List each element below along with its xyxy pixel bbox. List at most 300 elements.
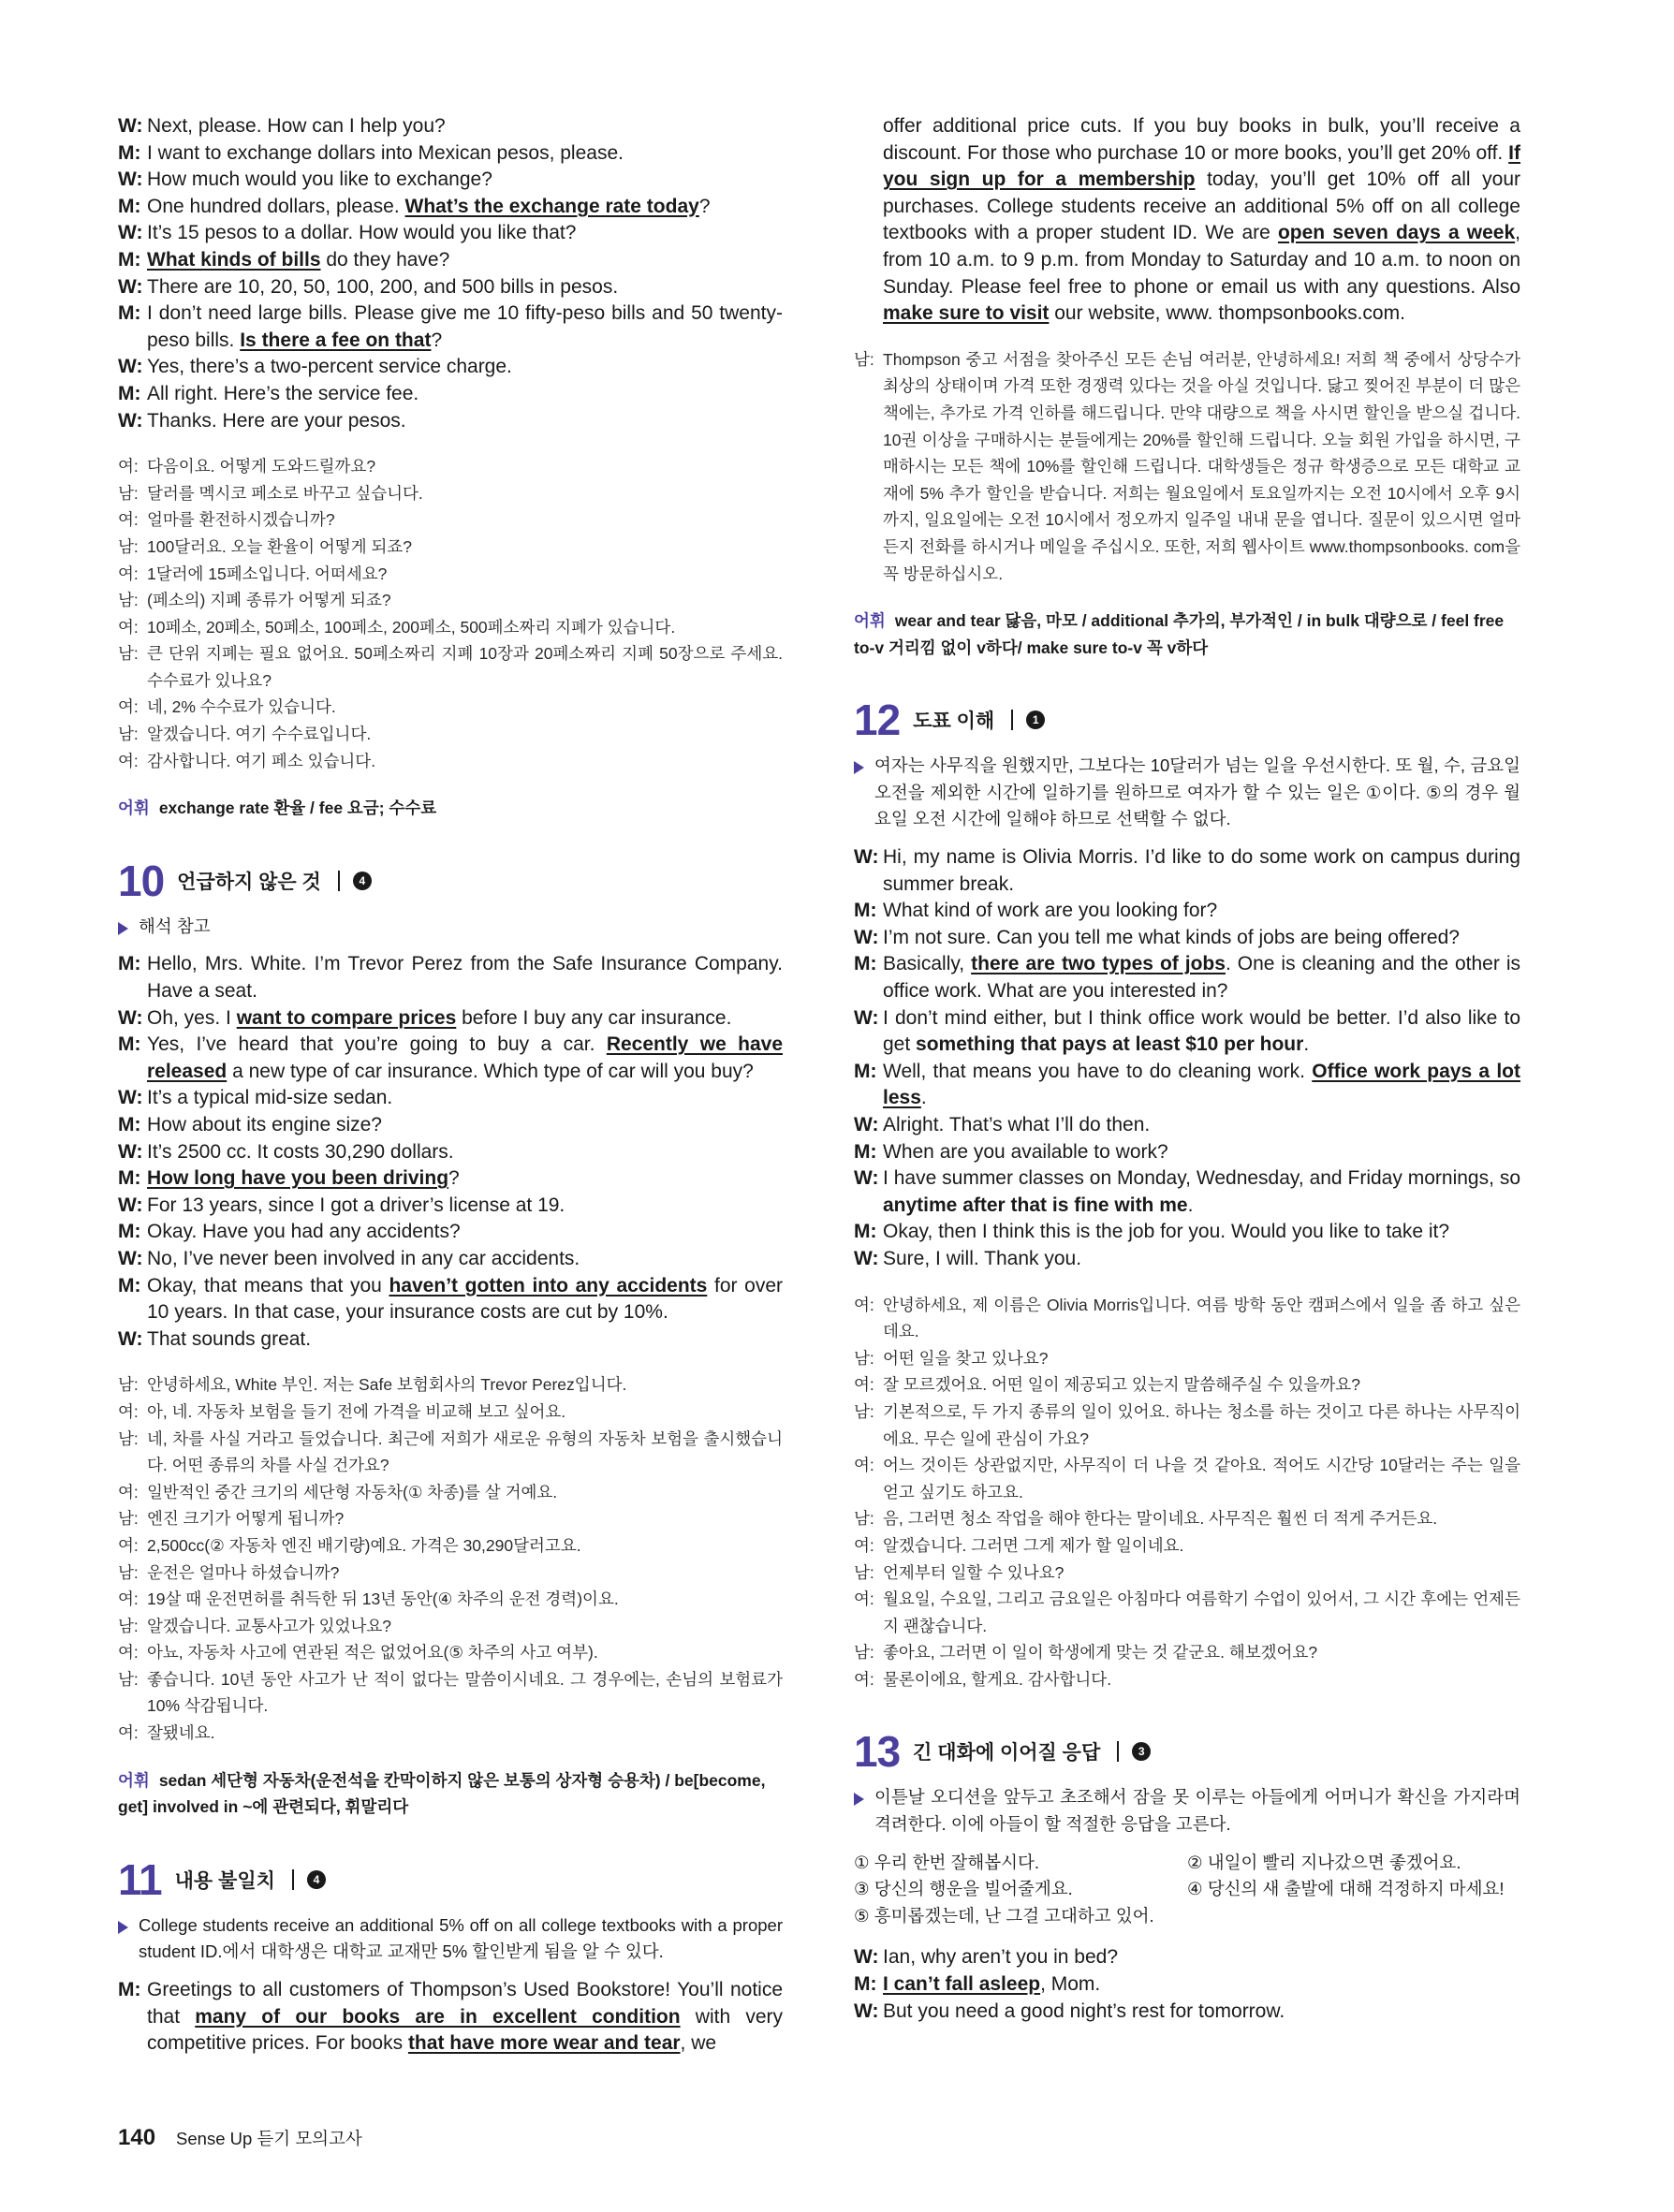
speaker-label: W: xyxy=(118,222,143,244)
text-segment: Next, please. How can I help you? xyxy=(147,115,446,137)
translation-text: 아뇨, 자동차 사고에 연관된 적은 없었어요(⑤ 차주의 사고 여부). xyxy=(147,1643,598,1663)
text-segment: Basically, xyxy=(883,953,972,975)
text-segment: our website, www. thompsonbooks.com. xyxy=(1049,302,1405,325)
continuation-text xyxy=(854,113,1520,328)
text-segment: I don’t mind either, but I think office work would be better. I’d also like to get xyxy=(883,1006,1520,1056)
dialogue-line xyxy=(854,1219,1520,1246)
text-segment: Hi, my name is Olivia Morris. I’d like to do some work on campus during summer break. xyxy=(883,846,1520,895)
speaker-label: 남: xyxy=(118,644,139,664)
dialogue-line xyxy=(118,140,783,168)
dialogue-line xyxy=(854,1112,1520,1139)
translation-line xyxy=(854,1399,1520,1452)
text-segment: Sure, I will. Thank you. xyxy=(883,1247,1082,1269)
text-segment: Okay, then I think this is the job for you. Would you like to take it? xyxy=(883,1221,1450,1243)
translation-text: 어느 것이든 상관없지만, 사무직이 더 나을 것 같아요. 적어도 시간당 10달러는 주는 일을 얻고 싶기도 하고요. xyxy=(883,1456,1520,1502)
translation-text: 알겠습니다. 그러면 그게 제가 할 일이네요. xyxy=(883,1535,1184,1555)
speaker-label: 여: xyxy=(118,1535,139,1555)
dialogue-line xyxy=(118,1085,783,1112)
translation-text: 좋아요, 그러면 이 일이 학생에게 맞는 것 같군요. 해보겠어요? xyxy=(883,1643,1318,1663)
text-segment: . One is cleaning and the other is office work. What are you interested in? xyxy=(883,953,1520,1003)
text-segment: ? xyxy=(698,195,711,217)
underlined-phrase: open seven days a week xyxy=(1277,222,1516,244)
translation-line xyxy=(854,1371,1520,1399)
speaker-label: W: xyxy=(118,115,143,137)
translation-line xyxy=(118,1371,783,1399)
answer-hint: 이튿날 오디션을 앞두고 초조해서 잠을 못 이루는 아들에게 어머니가 확신을 가지라며 격려한다. 이에 아들이 할 적절한 응답을 고른다. xyxy=(854,1784,1520,1838)
underlined-phrase: make sure to visit xyxy=(883,302,1050,325)
dialogue-line xyxy=(118,194,783,221)
answer-hint: College students receive an additional 5% off on all college textbooks with a proper student ID.에서 대학생은 대학교 교재만 5% 할인받게 됨을 알 수 있다. xyxy=(118,1912,783,1966)
question-12-korean-translation xyxy=(854,1292,1520,1693)
dialogue-line xyxy=(118,247,783,274)
translation-text: 아, 네. 자동차 보험을 들기 전에 가격을 비교해 보고 싶어요. xyxy=(147,1401,566,1421)
translation-line xyxy=(118,1586,783,1613)
speaker-label: M: xyxy=(118,1167,141,1190)
speaker-label: 남: xyxy=(118,591,139,610)
answer-mark-icon: 3 xyxy=(1132,1742,1151,1761)
translation-text: 좋습니다. 10년 동안 사고가 난 적이 없다는 말씀이시네요. 그 경우에는, 손님의 보험료가 10% 삭감됩니다. xyxy=(147,1669,783,1716)
question-11-continuation xyxy=(854,113,1520,328)
dialogue-line xyxy=(854,1246,1520,1273)
speaker-label: 여: xyxy=(118,1589,139,1609)
translation-text: 안녕하세요, 제 이름은 Olivia Morris입니다. 여름 방학 동안 캠퍼스에서 일을 좀 하고 싶은데요. xyxy=(883,1295,1520,1341)
speaker-label: 여: xyxy=(118,457,139,476)
translation-text: 잘 모르겠어요. 어떤 일이 제공되고 있는지 말씀해주실 수 있을까요? xyxy=(883,1375,1360,1395)
text-segment: for over 10 years. In that case, your insurance costs are cut by 10%. xyxy=(147,1274,783,1324)
speaker-label: M: xyxy=(854,1973,877,1996)
translation-line xyxy=(118,1560,783,1587)
speaker-label: 여: xyxy=(118,697,139,717)
choice-5: ⑤ 흥미롭겠는데, 난 그걸 고대하고 있어. xyxy=(854,1905,1154,1926)
speaker-label: 여: xyxy=(854,1669,874,1689)
speaker-label: M: xyxy=(118,141,141,164)
text-segment: One hundred dollars, please. xyxy=(147,195,405,217)
speaker-label: W: xyxy=(118,1194,143,1216)
divider xyxy=(292,1869,294,1890)
choice-4: ④ 당신의 새 출발에 대해 걱정하지 마세요! xyxy=(1187,1879,1505,1899)
translation-text: 달러를 멕시코 페소로 바꾸고 싶습니다. xyxy=(147,483,423,503)
answer-mark-icon: 4 xyxy=(307,1870,326,1889)
translation-line xyxy=(854,346,1520,587)
translation-text: 어떤 일을 찾고 있나요? xyxy=(883,1348,1049,1368)
translation-text: 2,500cc(② 자동차 엔진 배기량)예요. 가격은 30,290달러고요. xyxy=(147,1535,581,1555)
speaker-label: 남: xyxy=(118,1562,139,1582)
speaker-label: 여: xyxy=(118,1401,139,1421)
speaker-label: W: xyxy=(854,846,879,869)
divider xyxy=(1117,1741,1119,1762)
exchange-korean-translation xyxy=(118,453,783,774)
underlined-phrase: If you sign up for a membership xyxy=(883,141,1520,191)
translation-line xyxy=(854,1639,1520,1666)
text-segment: All right. Here’s the service fee. xyxy=(147,382,419,404)
text-segment: Alright. That’s what I’ll do then. xyxy=(883,1114,1151,1135)
dialogue-line xyxy=(854,898,1520,925)
question-title: 언급하지 않은 것 xyxy=(177,871,321,893)
text-segment: , we xyxy=(680,2032,717,2055)
speaker-label: M: xyxy=(118,1033,141,1056)
speaker-label: 남: xyxy=(854,1348,874,1368)
translation-text: 알겠습니다. 여기 수수료입니다. xyxy=(147,725,372,744)
dialogue-line xyxy=(118,1977,783,2058)
dialogue-line xyxy=(118,1165,783,1193)
triangle-bullet-icon xyxy=(854,1793,864,1806)
translation-line xyxy=(854,1452,1520,1505)
question-13-dialogue xyxy=(854,1944,1520,2025)
dialogue-line xyxy=(854,1059,1520,1112)
speaker-label: 여: xyxy=(854,1375,874,1395)
translation-line xyxy=(118,1532,783,1560)
translation-text: 기본적으로, 두 가지 종류의 일이 있어요. 하나는 청소를 하는 것이고 다른 하나는 사무직이에요. 무슨 일에 관심이 가요? xyxy=(883,1401,1520,1448)
underlined-phrase: many of our books are in excellent condition xyxy=(195,2005,681,2028)
translation-line xyxy=(118,1666,783,1720)
translation-line xyxy=(118,1639,783,1666)
translation-text: 네, 2% 수수료가 있습니다. xyxy=(147,697,336,717)
speaker-label: W: xyxy=(118,409,143,432)
question-title: 도표 이해 xyxy=(913,710,995,733)
speaker-label: W: xyxy=(118,1006,143,1029)
text-segment: Ian, why aren’t you in bed? xyxy=(883,1946,1118,1969)
dialogue-line xyxy=(118,951,783,1004)
translation-line xyxy=(854,1505,1520,1532)
text-segment: It’s 15 pesos to a dollar. How would you like that? xyxy=(147,222,577,244)
question-title: 내용 불일치 xyxy=(174,1869,275,1892)
speaker-label: 여: xyxy=(118,617,139,637)
text-segment: Thanks. Here are your pesos. xyxy=(147,409,406,432)
translation-line xyxy=(118,1399,783,1426)
speaker-label: W: xyxy=(118,168,143,191)
translation-text: 1달러에 15페소입니다. 어떠세요? xyxy=(147,564,388,583)
dialogue-line xyxy=(118,113,783,140)
text-segment: with very competitive prices. For books xyxy=(147,2005,784,2055)
speaker-label: W: xyxy=(854,1167,879,1190)
speaker-label: W: xyxy=(118,275,143,298)
text-segment: Oh, yes. I xyxy=(147,1006,237,1029)
underlined-phrase: there are two types of jobs xyxy=(971,953,1226,975)
speaker-label: M: xyxy=(118,302,141,325)
question-10-dialogue xyxy=(118,951,783,1353)
dialogue-line xyxy=(854,1971,1520,1999)
translation-text: 일반적인 중간 크기의 세단형 자동차(① 차종)를 살 거예요. xyxy=(147,1482,558,1502)
speaker-label: 여: xyxy=(118,1643,139,1663)
page-number: 140 xyxy=(118,2125,156,2150)
speaker-label: 남: xyxy=(118,1509,139,1529)
text-segment: a new type of car insurance. Which type of car will you buy? xyxy=(227,1060,754,1082)
dialogue-line xyxy=(854,951,1520,1004)
question-number: 11 xyxy=(118,1854,162,1904)
answer-hint: 해석 참고 xyxy=(118,914,783,941)
speaker-label: 남: xyxy=(118,536,139,556)
question-11-dialogue xyxy=(118,1977,783,2058)
translation-text: Thompson 중고 서점을 찾아주신 모든 손님 여러분, 안녕하세요! 저희 책 중에서 상당수가 최상의 상태이며 가격 또한 경쟁력 있다는 것을 아실 것입니다. 닳고 찢어진 부분이 더 많은 책에는, 추가로 가격 인하를 해드립니다. 만약 대량으로 책을 사시면 할인을 받으실 겁니다. 10권 이상을 구매하시는 분들에게는 20%를 할인해 드립니다. 오늘 회원 가입을 하시면, 구매하시는 모든 책에 10%를 할인해 드립니다. 대학생들은 정규 학생증으로 모든 대학교 교재에 5% 추가 할인을 받습니다. 저희는 월요일에서 토요일까지는 오전 10시에서 오후 9시까지, 일요일에는 오전 10시에서 정오까지 일주일 내내 문을 엽니다. 질문이 있으시면 얼마든지 전화를 하시거나 메일을 주십시오. 또한, 저희 웹사이트 www.thompsonbooks. com을 꼭 방문하십시오. xyxy=(883,349,1520,583)
speaker-label: 남: xyxy=(118,1428,139,1448)
question-number: 13 xyxy=(854,1727,901,1777)
speaker-label: M: xyxy=(118,195,141,217)
underlined-phrase: Recently we have released xyxy=(147,1033,783,1082)
speaker-label: 남: xyxy=(854,349,874,369)
translation-text: 운전은 얼마나 하셨습니까? xyxy=(147,1562,340,1582)
text-segment: But you need a good night’s rest for tomorrow. xyxy=(883,2000,1285,2022)
dialogue-line xyxy=(118,167,783,194)
underlined-phrase: What kinds of bills xyxy=(147,248,321,271)
translation-line xyxy=(854,1666,1520,1693)
speaker-label: 남: xyxy=(854,1509,874,1529)
dialogue-line xyxy=(118,1193,783,1220)
speaker-label: 여: xyxy=(854,1535,874,1555)
speaker-label: W: xyxy=(118,356,143,378)
text-segment: I’m not sure. Can you tell me what kinds of jobs are being offered? xyxy=(883,926,1460,948)
question-13-header xyxy=(854,1727,1520,1777)
text-segment: ? xyxy=(448,1167,460,1190)
dialogue-line xyxy=(118,1246,783,1273)
text-segment: before I buy any car insurance. xyxy=(456,1006,732,1029)
translation-text: 안녕하세요, White 부인. 저는 Safe 보험회사의 Trevor Perez입니다. xyxy=(147,1375,627,1395)
speaker-label: 남: xyxy=(118,1669,139,1689)
translation-line xyxy=(118,1613,783,1640)
divider xyxy=(1011,710,1013,730)
translation-line xyxy=(118,561,783,588)
text-segment: It’s 2500 cc. It costs 30,290 dollars. xyxy=(147,1140,454,1163)
translation-line xyxy=(118,1426,783,1479)
question-title: 긴 대화에 이어질 응답 xyxy=(913,1742,1101,1765)
underlined-phrase: How long have you been driving xyxy=(147,1167,449,1190)
speaker-label: 남: xyxy=(118,1616,139,1635)
translation-line xyxy=(854,1532,1520,1560)
translation-text: 물론이에요, 할게요. 감사합니다. xyxy=(883,1669,1112,1689)
speaker-label: W: xyxy=(854,1006,879,1029)
text-segment: offer additional price cuts. If you buy books in bulk, you’ll receive a discount. For those who purchase 10 or more books, you’ll get 20% off. xyxy=(883,115,1520,164)
speaker-label: 남: xyxy=(118,483,139,503)
text-segment: . xyxy=(1303,1033,1310,1056)
dialogue-line xyxy=(118,300,783,354)
dialogue-line xyxy=(854,1139,1520,1166)
speaker-label: 여: xyxy=(854,1589,874,1609)
dialogue-line xyxy=(854,1944,1520,1971)
speaker-label: W: xyxy=(854,1247,879,1269)
speaker-label: M: xyxy=(854,1221,877,1243)
translation-line xyxy=(118,694,783,721)
translation-text: 19살 때 운전면허를 취득한 뒤 13년 동안(④ 차주의 운전 경력)이요. xyxy=(147,1589,619,1609)
dialogue-line xyxy=(118,1326,783,1354)
answer-hint: 여자는 사무직을 원했지만, 그보다는 10달러가 넘는 일을 우선시한다. 또 월, 수, 금요일 오전을 제외한 시간에 일하기를 원하므로 여자가 할 수 있는 일은 ①이다. ⑤의 경우 월요일 오전 시간에 일해야 하므로 선택할 수 없다. xyxy=(854,753,1520,833)
translation-line xyxy=(118,534,783,561)
translation-line xyxy=(118,1720,783,1747)
translation-text: 얼마를 환전하시겠습니까? xyxy=(147,510,335,530)
dialogue-line xyxy=(118,1112,783,1139)
speaker-label: 여: xyxy=(118,751,139,770)
vocab-note: 어휘 wear and tear 닳음, 마모 / additional 추가의, 부가적인 / in bulk 대량으로 / feel free to-v 거리낌 없이 v하다/ make sure to-v 꼭 v하다 xyxy=(854,611,1505,657)
text-segment: How about its engine size? xyxy=(147,1114,382,1135)
translation-line xyxy=(854,1345,1520,1372)
translation-line xyxy=(118,587,783,614)
speaker-label: M: xyxy=(118,953,141,975)
speaker-label: W: xyxy=(118,1247,143,1269)
dialogue-line xyxy=(118,220,783,247)
translation-line xyxy=(118,1479,783,1506)
dialogue-line xyxy=(118,274,783,301)
translation-line xyxy=(118,506,783,534)
translation-text: 감사합니다. 여기 페소 있습니다. xyxy=(147,751,376,770)
book-title: Sense Up 듣기 모의고사 xyxy=(176,2129,362,2148)
text-segment: , Mom. xyxy=(1040,1973,1101,1996)
underlined-phrase: What’s the exchange rate today xyxy=(404,195,699,217)
text-segment: I have summer classes on Monday, Wednesday, and Friday mornings, so xyxy=(883,1167,1520,1190)
translation-text: 다음이요. 어떻게 도와드릴까요? xyxy=(147,457,376,476)
speaker-label: 여: xyxy=(118,510,139,530)
dialogue-line xyxy=(118,1005,783,1033)
dialogue-line xyxy=(118,354,783,381)
speaker-label: W: xyxy=(854,926,879,948)
question-number: 12 xyxy=(854,696,901,745)
text-segment: I want to exchange dollars into Mexican pesos, please. xyxy=(147,141,624,164)
text-segment: Okay. Have you had any accidents? xyxy=(147,1221,461,1243)
choice-1: ① 우리 한번 잘해봅시다. xyxy=(854,1852,1039,1872)
text-segment: There are 10, 20, 50, 100, 200, and 500 bills in pesos. xyxy=(147,275,619,298)
speaker-label: M: xyxy=(854,1060,877,1082)
text-segment: For 13 years, since I got a driver’s license at 19. xyxy=(147,1194,565,1216)
speaker-label: 여: xyxy=(118,1482,139,1502)
triangle-bullet-icon xyxy=(118,1921,128,1934)
dialogue-line xyxy=(118,381,783,408)
exchange-dialogue xyxy=(118,113,783,434)
underlined-phrase: I can’t fall asleep xyxy=(883,1973,1041,1996)
dialogue-line xyxy=(118,1273,783,1326)
translation-line xyxy=(118,721,783,748)
speaker-label: M: xyxy=(118,382,141,404)
left-column xyxy=(118,113,783,2058)
text-segment: Yes, there’s a two-percent service charge. xyxy=(147,356,512,378)
translation-line xyxy=(118,1505,783,1532)
underlined-phrase: haven’t gotten into any accidents xyxy=(389,1274,708,1296)
text-segment: Hello, Mrs. White. I’m Trevor Perez from the Safe Insurance Company. Have a seat. xyxy=(147,953,783,1003)
text-segment: How much would you like to exchange? xyxy=(147,168,492,191)
text-segment: . xyxy=(920,1087,927,1109)
speaker-label: W: xyxy=(854,1114,879,1135)
dialogue-line xyxy=(854,1165,1520,1219)
underlined-phrase: want to compare prices xyxy=(236,1006,457,1029)
question-number: 10 xyxy=(118,856,165,905)
translation-line xyxy=(118,614,783,641)
text-segment: , from 10 a.m. to 9 p.m. from Monday to Saturday and 10 a.m. to noon on Sunday. Please feel free to phone or email us with any questions. Also xyxy=(883,222,1520,298)
triangle-bullet-icon xyxy=(118,922,128,935)
underlined-phrase: that have more wear and tear xyxy=(407,2032,681,2055)
speaker-label: W: xyxy=(118,1327,143,1350)
dialogue-line xyxy=(854,925,1520,952)
dialogue-line xyxy=(854,1005,1520,1059)
translation-text: 큰 단위 지폐는 필요 없어요. 50페소짜리 지폐 10장과 20페소짜리 지폐 50장으로 주세요. 수수료가 있나요? xyxy=(147,644,783,690)
text-segment: I don’t need large bills. Please give me 10 fifty-peso bills and 50 twenty-peso bills. xyxy=(147,302,783,351)
speaker-label: M: xyxy=(118,1274,141,1296)
text-segment: do they have? xyxy=(320,248,450,271)
dialogue-line xyxy=(118,408,783,435)
divider xyxy=(338,871,340,891)
text-segment: . xyxy=(1187,1194,1194,1216)
choice-3: ③ 당신의 행운을 빌어줄게요. xyxy=(854,1879,1073,1899)
answer-mark-icon: 1 xyxy=(1026,710,1045,729)
translation-text: (페소의) 지폐 종류가 어떻게 되죠? xyxy=(147,591,391,610)
dialogue-line xyxy=(118,1219,783,1246)
speaker-label: W: xyxy=(118,1140,143,1163)
translation-line xyxy=(118,480,783,507)
speaker-label: M: xyxy=(118,1221,141,1243)
translation-line xyxy=(854,1292,1520,1345)
triangle-bullet-icon xyxy=(854,761,864,774)
translation-text: 100달러요. 오늘 환율이 어떻게 되죠? xyxy=(147,536,413,556)
speaker-label: M: xyxy=(118,248,141,271)
dialogue-line xyxy=(854,844,1520,898)
speaker-label: 남: xyxy=(854,1562,874,1582)
underlined-phrase: Is there a fee on that xyxy=(240,329,432,351)
page-footer xyxy=(118,2125,362,2151)
speaker-label: M: xyxy=(118,1979,141,2001)
speaker-label: M: xyxy=(854,1140,877,1163)
translation-line xyxy=(854,1586,1520,1639)
text-segment: today, you’ll get 10% off all your purchases. College students receive an additional 5% off on all college textbooks with a proper student ID. We are xyxy=(883,168,1520,244)
question-11-header xyxy=(118,1854,783,1904)
text-segment: What kind of work are you looking for? xyxy=(883,900,1218,922)
speaker-label: 여: xyxy=(854,1295,874,1314)
translation-line xyxy=(118,640,783,694)
text-segment: Greetings to all customers of Thompson’s Used Bookstore! You’ll notice that xyxy=(147,1979,783,2028)
text-segment: anytime after that is fine with me xyxy=(883,1194,1188,1216)
speaker-label: M: xyxy=(854,900,877,922)
question-11-korean-translation xyxy=(854,346,1520,587)
underlined-phrase: Office work pays a lot less xyxy=(883,1060,1520,1109)
translation-text: 네, 차를 사실 거라고 들었습니다. 최근에 저희가 새로운 유형의 자동차 보험을 출시했습니다. 어떤 종류의 차를 사실 건가요? xyxy=(147,1428,783,1475)
speaker-label: W: xyxy=(854,2000,879,2022)
translation-text: 잘됐네요. xyxy=(147,1723,215,1743)
answer-mark-icon: 4 xyxy=(353,872,372,890)
text-segment: No, I’ve never been involved in any car accidents. xyxy=(147,1247,580,1269)
translation-text: 엔진 크기가 어떻게 됩니까? xyxy=(147,1509,345,1529)
translation-text: 언제부터 일할 수 있나요? xyxy=(883,1562,1065,1582)
text-segment: ? xyxy=(431,329,443,351)
right-column xyxy=(854,113,1520,2025)
translation-text: 월요일, 수요일, 그리고 금요일은 아침마다 여름학기 수업이 있어서, 그 시간 후에는 언제든지 괜찮습니다. xyxy=(883,1589,1520,1635)
choice-2: ② 내일이 빨리 지나갔으면 좋겠어요. xyxy=(1187,1852,1461,1872)
translation-line xyxy=(854,1560,1520,1587)
text-segment: When are you available to work? xyxy=(883,1140,1168,1163)
question-12-dialogue xyxy=(854,844,1520,1273)
speaker-label: 남: xyxy=(118,1375,139,1395)
question-10-korean-translation xyxy=(118,1371,783,1746)
text-segment: It’s a typical mid-size sedan. xyxy=(147,1087,393,1109)
speaker-label: 남: xyxy=(854,1643,874,1663)
speaker-label: M: xyxy=(854,953,877,975)
translation-text: 알겠습니다. 교통사고가 있었나요? xyxy=(147,1616,391,1635)
speaker-label: M: xyxy=(118,1114,141,1135)
question-10-header xyxy=(118,856,783,905)
dialogue-line xyxy=(118,1032,783,1085)
speaker-label: W: xyxy=(854,1946,879,1969)
speaker-label: W: xyxy=(118,1087,143,1109)
translation-line xyxy=(118,748,783,775)
dialogue-line xyxy=(854,1999,1520,2026)
vocab-note: 어휘 sedan 세단형 자동차(운전석을 칸막이하지 않은 보통의 상자형 승용차) / be[become, get] involved in ~에 관련되다, 휘말리다 xyxy=(118,1770,766,1817)
text-segment: That sounds great. xyxy=(147,1327,312,1350)
speaker-label: 여: xyxy=(118,1723,139,1743)
answer-choices xyxy=(854,1850,1520,1930)
text-segment: Yes, I’ve heard that you’re going to buy a car. xyxy=(147,1033,607,1056)
speaker-label: 여: xyxy=(118,564,139,583)
text-segment: something that pays at least $10 per hour xyxy=(916,1033,1304,1056)
text-segment: Well, that means you have to do cleaning work. xyxy=(883,1060,1313,1082)
translation-text: 음, 그러면 청소 작업을 해야 한다는 말이네요. 사무직은 훨씬 더 적게 주거든요. xyxy=(883,1509,1438,1529)
speaker-label: 여: xyxy=(854,1456,874,1475)
speaker-label: 남: xyxy=(118,725,139,744)
text-segment: Okay, that means that you xyxy=(147,1274,389,1296)
dialogue-line xyxy=(118,1139,783,1166)
speaker-label: 남: xyxy=(854,1401,874,1421)
